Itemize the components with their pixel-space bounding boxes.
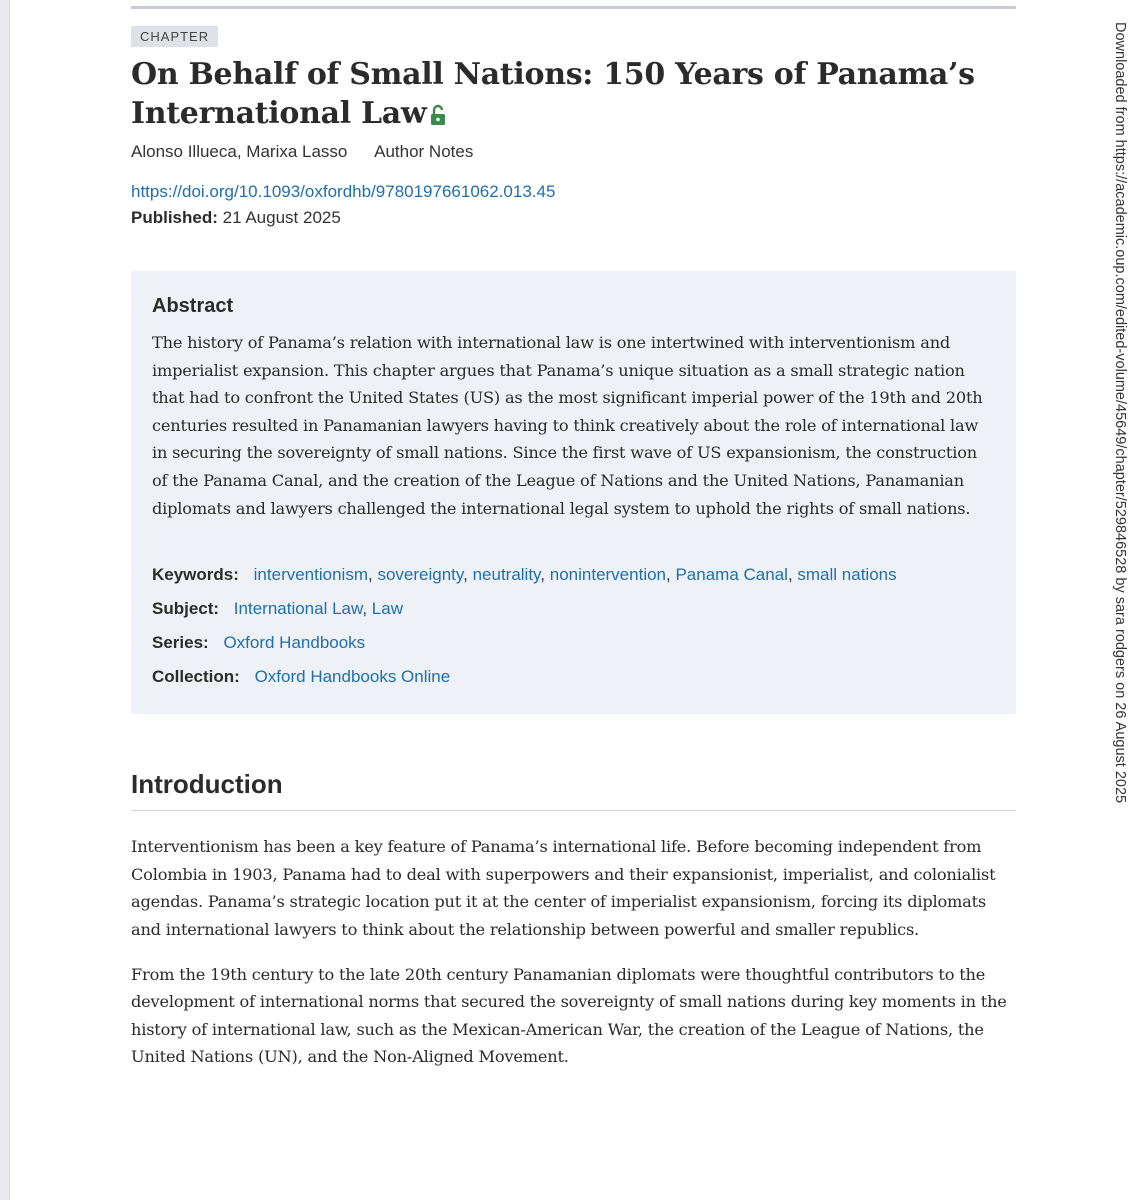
collection-row bbox=[152, 660, 995, 694]
published-date: 21 August 2025 bbox=[222, 208, 341, 227]
subject-label: Subject: bbox=[152, 599, 220, 619]
series-label: Series: bbox=[152, 633, 209, 653]
keyword-link[interactable]: neutrality bbox=[472, 565, 541, 585]
download-watermark: Downloaded from https://academic.oup.com/edited-volume/45649/chapter/529846528 by sara rodgers on 26 August 2025 bbox=[1112, 22, 1128, 804]
chapter-title bbox=[131, 55, 1016, 136]
keyword-link[interactable]: nonintervention bbox=[549, 565, 667, 585]
abstract-heading: Abstract bbox=[152, 295, 234, 317]
chapter-page bbox=[131, 26, 1016, 1071]
chapter-badge: CHAPTER bbox=[131, 26, 218, 47]
published-label: Published: bbox=[131, 208, 218, 227]
series-link[interactable]: Oxford Handbooks bbox=[223, 633, 366, 653]
keyword-link[interactable]: interventionism bbox=[253, 565, 368, 585]
keywords-row: Keywords: interventionism, sovereignty, neutrality, nonintervention, Panama Canal, small nations bbox=[152, 565, 897, 585]
author-notes-link[interactable]: Author Notes bbox=[374, 142, 474, 161]
keyword-link[interactable]: small nations bbox=[797, 565, 897, 585]
author-line bbox=[131, 142, 1016, 162]
keywords-label: Keywords: bbox=[152, 565, 239, 585]
introduction-paragraph: From the 19th century to the late 20th century Panamanian diplomats were thoughtful contributors to the development of international norms that secured the sovereignty of small nations during key moments in the history of international law, such as the Mexican-American War, the creation of the League of Nations, the United Nations (UN), and the Non-Aligned Movement. bbox=[131, 964, 1007, 1067]
top-divider bbox=[131, 6, 1016, 9]
published-line bbox=[131, 208, 1016, 228]
doi-link[interactable]: https://doi.org/10.1093/oxfordhb/9780197661062.013.45 bbox=[131, 182, 556, 201]
collection-label: Collection: bbox=[152, 667, 240, 687]
subject-row: Subject: International Law, Law bbox=[152, 599, 403, 619]
abstract-panel bbox=[131, 271, 1016, 714]
page-edge bbox=[0, 0, 10, 1200]
keyword-link[interactable]: Panama Canal bbox=[675, 565, 788, 585]
abstract-text: The history of Panama’s relation with international law is one intertwined with interventionism and imperialist expansion. This chapter argues that Panama’s unique situation as a small strategic nation that had to confront the United States (US) as the most significant imperial power of the 19th and 20th centuries resulted in Panamanian lawyers having to think creatively about the role of international law in securing the sovereignty of small nations. Since the first wave of US expansionism, the construction of the Panama Canal, and the creation of the League of Nations and the United Nations, Panamanian diplomats and lawyers challenged the international legal system to uphold the rights of small nations. bbox=[152, 333, 983, 518]
series-row bbox=[152, 626, 995, 660]
open-lock-icon bbox=[430, 97, 446, 136]
subject-link[interactable]: International Law bbox=[233, 599, 363, 619]
metadata-list bbox=[152, 558, 995, 694]
subject-link[interactable]: Law bbox=[371, 599, 403, 619]
author-names[interactable]: Alonso Illueca, Marixa Lasso bbox=[131, 142, 348, 161]
keyword-link[interactable]: sovereignty bbox=[377, 565, 464, 585]
introduction-heading: Introduction bbox=[131, 769, 1016, 811]
introduction-paragraph: Interventionism has been a key feature of Panama’s international life. Before becoming independent from Colombia in 1903, Panama had to deal with superpowers and their expansionist, imperialist, and colonialist agendas. Panama’s strategic location put it at the center of imperialist expansionism, forcing its diplomats and international lawyers to think about the relationship between powerful and smaller republics. bbox=[131, 837, 996, 939]
chapter-title-text: On Behalf of Small Nations: 150 Years of Panama’s International Law bbox=[131, 57, 975, 131]
collection-link[interactable]: Oxford Handbooks Online bbox=[254, 667, 451, 687]
